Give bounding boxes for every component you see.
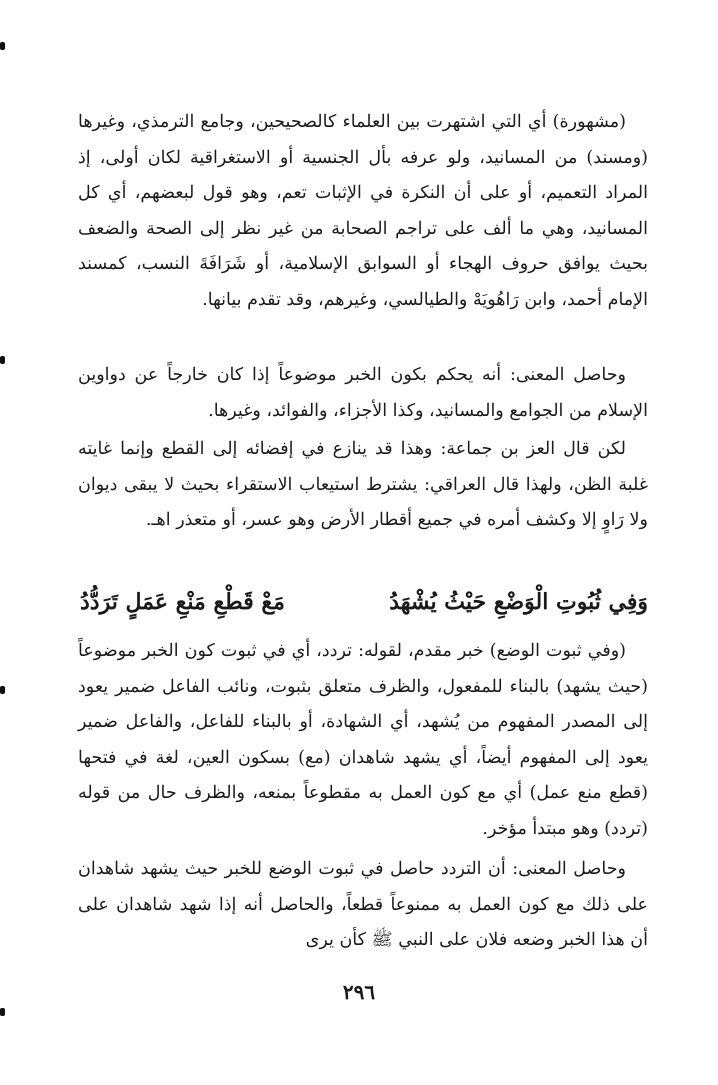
paragraph-block-5 (78, 852, 648, 959)
paragraph-block-1 (78, 105, 648, 318)
page-edge-mark (0, 42, 5, 50)
paragraph-block-2 (78, 358, 648, 429)
verse-line (80, 582, 648, 622)
paragraph: (وفي ثبوت الوضع) خبر مقدم، لقوله: تردد، أي في ثبوت كون الخبر موضوعاً (حيث يشهد) بالبناء للمفعول، والظرف متعلق بثبوت، ونائب الفاعل ضمير يعود إلى المصدر المفهوم من يُشهد، أي الشهادة، أو بالبناء للفاعل، والفاعل ضمير يعود إلى المفهوم أيضاً، أي يشهد شاهدان (مع) بسكون العين، لغة في فتحها (قطع منع عمل) أي مع كون العمل به مقطوعاً بمنعه، والظرف حال من قوله (تردد) وهو مبتدأ مؤخر. (78, 641, 648, 839)
paragraph: وحاصل المعنى: أنه يحكم بكون الخبر موضوعاً إذا كان خارجاً عن دواوين الإسلام من الجوامع والمسانيد، وكذا الأجزاء، والفوائد، وغيرها. (78, 365, 648, 421)
verse-second-hemistich: مَعْ قَطْعِ مَنْعِ عَمَلٍ تَرَدُّدُ (80, 589, 285, 615)
paragraph: (مشهورة) أي التي اشتهرت بين العلماء كالصحيحين، وجامع الترمذي، وغيرها (ومسند) من المسانيد، ولو عرفه بأل الجنسية أو الاستغراقية لكان أولى، إذ المراد التعميم، أو على أن النكرة في الإثبات تعم، وهو قول لبعضهم، أي كل المسانيد، وهي ما ألف على تراجم الصحابة من غير نظر إلى الصحة والضعف بحيث يوافق حروف الهجاء أو السوابق الإسلامية، أو شَرَافَةَ النسب، كمسند الإمام أحمد، وابن رَاهُويَهْ والطيالسي، وغيرهم، وقد تقدم بيانها. (78, 112, 649, 310)
page-edge-mark (0, 1008, 5, 1016)
verse-first-hemistich: وَفِي ثُبُوتِ الْوَضْعِ حَيْثُ يُشْهَدُ (389, 589, 648, 615)
page-edge-mark (0, 356, 5, 364)
page-edge-mark (0, 686, 5, 694)
page-number: ٢٩٦ (342, 980, 376, 1004)
paragraph-block-3 (78, 432, 648, 539)
paragraph-block-4 (78, 634, 648, 847)
paragraph: وحاصل المعنى: أن التردد حاصل في ثبوت الوضع للخبر حيث يشهد شاهدان على ذلك مع كون العمل به ممنوعاً قطعاً، والحاصل أنه إذا شهد شاهدان على أن هذا الخبر وضعه فلان على النبي ﷺ كأن يرى (78, 859, 648, 950)
paragraph: لكن قال العز بن جماعة: وهذا قد ينازع في إفضائه إلى القطع وإنما غايته غلبة الظن، ولهذا قال العراقي: يشترط استيعاب الاستقراء بحيث لا يبقى ديوان ولا رَاوٍ إلا وكشف أمره في جميع أقطار الأرض وهو عسر، أو متعذر اهـ. (78, 439, 648, 530)
